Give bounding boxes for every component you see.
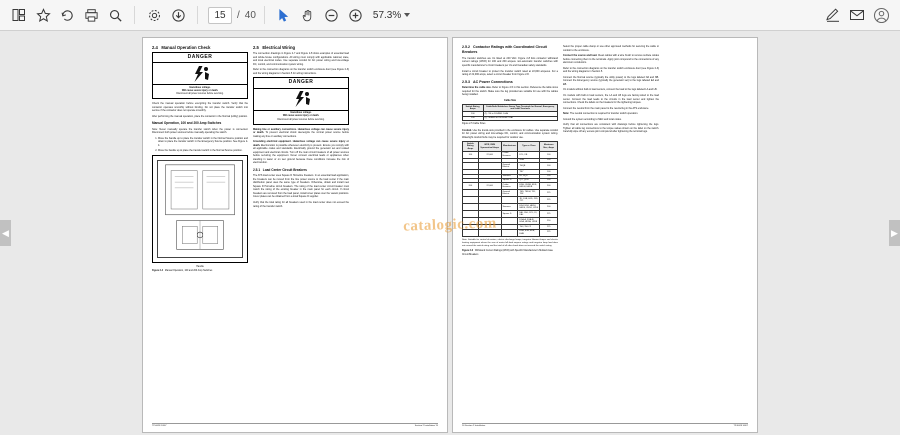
danger-notice-2: [253, 77, 349, 124]
table-cell: [463, 197, 479, 204]
figure-artwork: [157, 160, 243, 258]
paragraph-text: Use the knock-outs provided in the enclosure for cables. Use separate conduit for AC power wiring and low-voltage DC, control, and communication system wiring. Watertight conduit hubs may be required for outdoor use.: [462, 128, 558, 139]
paragraph: After performing the manual operation, place the contactor in the Normal (utility) position.: [152, 114, 248, 118]
table-row: [463, 204, 558, 211]
table-cell: [501, 229, 518, 236]
paragraph: Verify that the total rating for all breakers used in the load center does not exceed the rating of the transfer switch.: [253, 200, 349, 208]
table-cell: 200: [540, 183, 558, 190]
paragraph-text: Electrocution is possible whenever electricity is present. Ensure you comply with all applicable codes and standards. Electrically ground the generator set and related equipment and electrical circuits. Turn off the main circuit breakers of all power sources before servicing the equipment. Never connect electrical leads or appliances when standing in water or on wet ground because these conditions increase the risk of electrocution.: [253, 143, 349, 165]
danger-line-2: Will cause severe injury or death.: [282, 115, 320, 118]
table-note: Note: Suitable for control of motors, electric discharge lamps, tungsten filament lamps and electric heating equipment where the sum of motor full-load ampere ratings and tungsten lamp load does not exceed the switch rating and the total of all other loads does not exceed the switch rating.: [462, 238, 558, 248]
subsection-number: 2.5.3: [462, 79, 470, 84]
table-cell: FGA-A, FGA-B, HDA, HFDA, LFDB: [518, 218, 540, 225]
table-row: [463, 190, 558, 197]
zoom-level-value: 57.3%: [372, 9, 402, 21]
paragraph: Connect the neutral from the main panel to the neutral lug in the ATS enclosure.: [563, 106, 649, 110]
print-icon[interactable]: [80, 4, 102, 26]
paragraph-lead: Grounding electrical equipment. Hazardous voltage can cause severe injury or death.: [253, 140, 349, 147]
handle-label: Handle: [196, 265, 204, 269]
subsection-title: Load Center Circuit Breakers: [262, 168, 307, 173]
danger-notice-1: [152, 52, 248, 99]
table-cell: General Electric: [501, 163, 518, 170]
danger-line-2: Will cause severe injury or death.: [181, 90, 219, 93]
column-header: Switch Rating, Amps: [463, 105, 484, 112]
list-item: 2. Move the handle up to place the transfer switch in the Normal Source position.: [158, 149, 248, 153]
table-cell: [478, 211, 501, 218]
section-title: Electrical Wiring: [262, 45, 296, 50]
list-item: 1. Move the handle up to place the transfer switch in the Normal Source position and down to place the transfer switch in the Emergency Source position. See Figure 2-4.: [158, 137, 248, 148]
pdf-viewer[interactable]: [0, 31, 900, 435]
danger-line-3: Disconnect all power sources before servicing.: [176, 93, 224, 96]
note-lead: Note:: [563, 112, 570, 116]
table-cell: BL, BQD: [518, 174, 540, 178]
paragraph: [563, 54, 659, 65]
download-icon[interactable]: [167, 4, 189, 26]
paragraph: [253, 128, 349, 139]
toolbar-divider-3: [264, 6, 265, 24]
paragraph: On models without built-in load centers, connect the load to the lugs labeled LA and LB.: [563, 88, 658, 92]
table-cell: Square D: [501, 179, 518, 183]
right-page-column-2: [563, 45, 659, 417]
table-cell: 225: [540, 225, 558, 229]
subsection-title: AC Power Connections: [473, 79, 513, 84]
table-cell: [501, 218, 518, 225]
danger-body: [254, 111, 348, 124]
danger-body: [153, 85, 247, 98]
subsection-title: Contactor Ratings with Coordinated Circuit Breakers: [462, 45, 547, 55]
paragraph-lead: Making line or auxiliary connections. Hazardous voltage can cause severe injury or death.: [253, 127, 349, 135]
table-cell: 100: [540, 170, 558, 174]
wcr-table: [462, 141, 558, 237]
figure-caption: [152, 270, 248, 273]
table-row: [463, 116, 558, 120]
pan-icon[interactable]: [297, 4, 319, 26]
table-cell: TEY: [518, 170, 540, 174]
column-header: WCR, RMS Symmetrical Amps: [478, 142, 501, 152]
paragraph: Refer to the connection diagrams on the transfer switch enclosure door (see Figure 2-3) and the wiring diagrams in Section 5 for wiring instructions.: [253, 68, 349, 75]
column-header: Type or Class: [518, 142, 540, 152]
bookmark-icon[interactable]: [32, 4, 54, 26]
watermark-overlay: catalogic.com: [402, 215, 498, 235]
table-cell: THJ, THLC2: [518, 225, 540, 229]
column-header: Cable/Solid Solderless Screw Type Terminals for Normal, Emergency, and Load Terminals: [483, 105, 557, 112]
account-icon[interactable]: [870, 4, 892, 26]
toolbar-divider-2: [197, 6, 198, 24]
section-number: 2.5: [253, 45, 259, 50]
table-row: [463, 211, 558, 218]
paragraph-text: Clean cables with a wire brush to remove surface oxides before connecting them to the terminals. Apply joint compound to the connections of any aluminum conductors.: [563, 54, 660, 65]
table-cell: [463, 204, 479, 211]
footer-section-page: Section 2 Installation 15: [414, 424, 438, 427]
subsection-heading: [462, 80, 558, 85]
table-cell: [478, 197, 501, 204]
pointer-icon[interactable]: [273, 4, 295, 26]
table-cell: [463, 211, 479, 218]
table-cell: [478, 163, 501, 170]
next-page-arrow[interactable]: ▶: [889, 220, 900, 246]
danger-line-3: Disconnect all power sources before servicing.: [277, 118, 325, 121]
paragraph: Check the manual operation before energizing the transfer switch. Verify that the contactor operates smoothly without binding. Do not place the transfer switch into service if the contactor does not operate smoothly.: [152, 102, 248, 113]
settings-icon[interactable]: [143, 4, 165, 26]
table-cell: 100: [540, 151, 558, 158]
paragraph-lead: Connect the source and load.: [563, 54, 598, 58]
table-cell: 100: [540, 158, 558, 162]
mail-icon[interactable]: [846, 4, 868, 26]
left-page-column-2: [253, 45, 349, 417]
step-list: [158, 137, 248, 152]
paragraph: [253, 140, 349, 165]
wcr-table-body: [463, 151, 558, 236]
table-cell: [463, 218, 479, 225]
thumbnail-panel-icon[interactable]: [8, 4, 30, 26]
figure-caption: Figure 2-5 Cable Sizes: [462, 123, 486, 126]
electrocution-hazard-icon: [153, 63, 247, 85]
paragraph-lead: Conduit.: [462, 128, 472, 132]
table-cell: ED4, ED6, HED4, HED6, CED6, LXD6: [519, 204, 539, 210]
table-cell: 100: [463, 151, 479, 158]
page-separator: /: [237, 9, 240, 21]
paragraph: Select the proper cable clamp or use other approved methods for securing the cable or conduit to the enclosure.: [563, 45, 659, 52]
table-cell: 225: [540, 197, 558, 204]
subsection-number: 2.5.1: [253, 168, 261, 173]
table-cell: GHB: [518, 158, 540, 162]
table-row: [463, 218, 558, 225]
paragraph: [563, 112, 659, 116]
zoom-control[interactable]: [373, 10, 410, 21]
table-cell: Siemens: [501, 174, 518, 178]
table-cell: 225: [540, 190, 558, 197]
chevron-down-icon[interactable]: [404, 13, 410, 17]
figure-caption-text: Manual Operation, 100 and 200 Amp Switches: [164, 269, 213, 272]
danger-title: DANGER: [153, 53, 247, 63]
table-cell: Cutler-Hammer: [501, 183, 518, 190]
table-cell: General Electric: [501, 190, 518, 197]
table-cell: Siemens: [501, 204, 518, 211]
paragraph: On models with built-in load centers, the LA and LB lugs are factory-wired to the load center. Connect the load leads to the circuits in the load center and tighten the connections. Check the labels on the breakers for the tightening torques.: [563, 94, 659, 105]
subsection-number: 2.5.2: [462, 45, 470, 49]
table-cell: TED, TEDH, TFJ, TFK: [518, 190, 540, 197]
table-cell: QO, QOB: [518, 179, 540, 183]
section-heading: [253, 45, 349, 50]
toolbar: [0, 0, 900, 31]
page-total-count: 40: [244, 9, 256, 21]
paragraph: Ground the system according to NEC and local codes.: [563, 117, 622, 121]
electrocution-hazard-icon: [254, 89, 348, 111]
table-cell: 100: [540, 163, 558, 170]
table-cell: Square D: [501, 211, 518, 218]
paragraph: Refer to the connection diagrams on the transfer switch enclosure door (see Figure 2-3) and the wiring diagrams in Section 5.: [563, 66, 659, 74]
danger-line-1: Hazardous voltage.: [290, 112, 312, 115]
footer-document-code: TP-6028 10/07: [152, 424, 167, 427]
danger-title: DANGER: [254, 78, 348, 88]
table-cell: 22,000: [478, 183, 501, 190]
paragraph-text: To prevent electrical shock deenergize the normal power source before making any line or auxiliary connections.: [253, 131, 349, 138]
table-row: [463, 183, 558, 190]
toolbar-divider-1: [134, 6, 135, 24]
page-footer-right: [462, 423, 748, 428]
section-heading: [152, 45, 248, 50]
figure-caption: [462, 250, 558, 257]
page-footer-left: [152, 423, 438, 428]
section-number: 2.4: [152, 45, 158, 50]
figure-label: Figure 2-6: [462, 250, 473, 253]
table-cell: 100: [540, 179, 558, 183]
note-paragraph: Note: Never manually operate the transfer switch when the power is connected. Disconnect both power sources before manually operating the switch.: [152, 127, 248, 135]
table-cell: FCL, FB: [518, 151, 540, 158]
page-container: [142, 37, 758, 433]
paragraph: Install a circuit breaker to protect the transfer switch rated at 22,000 amperes. For a rating of 22,000 amps, select a circuit breaker from Figure 2-8.: [462, 69, 558, 77]
paragraph-text: Refer to Figure 2-5 in this section. Reference the table sizes required for the switch. Make sure the lug provided are suitable for use with the cables being installed.: [462, 86, 558, 97]
rotate-icon[interactable]: [56, 4, 78, 26]
table-row: [463, 151, 558, 158]
document-page-right[interactable]: [452, 37, 758, 433]
table-cell: JD, JGB, HJD, JXD, JTC: [519, 197, 539, 203]
table-cell: FAL, FHL, FCL, FI, KAL: [518, 211, 540, 218]
paragraph: The ATS load center uses Square D Homeline breakers. In an essential load application, the breakers can be moved from the line power source to the load center if the main distribution panel uses the same type of breakers. Otherwise, obtain and install new Square D Homeline circuit breakers. The rating of the load center circuit breaker must match the rating of the existing breaker in the main panel for each circuit. If circuit breakers are removed from the load panel, install cover plates over the vacant positions. Cover plates can be obtained from a local Square D supplier.: [253, 174, 349, 199]
zoom-in-icon[interactable]: [345, 4, 367, 26]
note-text: The neutral connection is required for transfer switch operation.: [569, 112, 639, 116]
left-page-column-1: [152, 45, 248, 417]
paragraph: [462, 86, 558, 97]
subsection-heading: [462, 45, 558, 55]
figure-caption-text: Withstand Current Ratings (WCR) with Specific Manufacturer's Molded-Case Circuit Breakers: [462, 250, 553, 256]
paragraph: [462, 129, 558, 140]
table-row: [463, 197, 558, 204]
table-cell: 22,000: [478, 151, 501, 158]
paragraph-lead: Determine the cable size.: [462, 86, 492, 90]
table-cell: 200: [540, 204, 558, 211]
table-cell: 200: [463, 116, 484, 120]
table-header-row: [463, 105, 558, 112]
table-cell: 225: [540, 211, 558, 218]
page-navigator: [208, 7, 256, 24]
danger-line-1: Hazardous voltage.: [189, 86, 211, 89]
table-cell: 200: [463, 183, 479, 190]
previous-page-arrow[interactable]: ◀: [0, 220, 11, 246]
table-cell: EDH, CEDB, EDS, HEDH, HEDB: [518, 183, 540, 190]
subsection-heading: Manual Operation, 100 and 200 Amp Switches: [152, 121, 222, 126]
subsection-heading: [253, 168, 349, 173]
table-row: [463, 163, 558, 170]
document-page-left[interactable]: [142, 37, 448, 433]
table-header-row: [463, 142, 558, 152]
figure-manual-operation: [152, 155, 248, 263]
table-cell: (1) #6 AWG to 250 kcmil Cu/Al: [483, 116, 557, 120]
figure-label: Figure 2-4: [152, 269, 163, 272]
column-header: Manufacturer: [501, 142, 518, 152]
table-cell: THQB: [518, 163, 540, 170]
table-cell: [501, 197, 518, 204]
column-header: Maximum Size, Amps: [540, 142, 558, 152]
table-cell: [463, 163, 479, 170]
table-cell: Cutler-Hammer: [501, 151, 518, 158]
table-cell: [478, 229, 501, 236]
paragraph: Connect the Normal source (typically the utility power) to the lugs labeled NA and NB. Connect the Emergency source (typically the generator set) to the lugs labeled EA and EB.: [563, 75, 659, 86]
right-page-column-1: [462, 45, 558, 417]
column-header: Switch Rating, Amps: [463, 142, 479, 152]
table-cell: 100: [540, 174, 558, 178]
table-cell: EGB, EJB, EDB, EHB: [518, 229, 540, 236]
table-cell: [463, 190, 479, 197]
table-row: [463, 229, 558, 236]
table-cell: 100: [463, 112, 484, 116]
paragraph: The connection drawings in Figure 2-7 and Figure 2-8 show examples of essential load and whole-house configurations. All wiring must comply with applicable national, state, and local electrical codes. Use separate conduit for AC power wiring and low-voltage DC, control, and communication system wiring.: [253, 52, 349, 66]
page-number-input[interactable]: [208, 7, 232, 24]
paragraph: Verify that all connections are consistent with drawings before tightening the lugs. Tighten all cable lug connections to the torque values shown on the label on the switch. Carefully wipe off any excess joint compound after tightening the terminal lugs.: [563, 123, 659, 134]
paragraph: The transfer switches are UL listed at 240 VAC. Figure 2-8 lists contactor withstand current ratings (WCR) for 100 and 200 ampere non-automatic transfer switches with specific manufacturer's circuit breakers per UL and Canadian safety standards.: [462, 56, 558, 67]
cable-size-table-title: Cable Size: [504, 98, 516, 102]
table-cell: 250: [540, 218, 558, 225]
table-cell: [478, 204, 501, 211]
table-cell: (1) #14 to 1/0 AWG Cu/Al: [483, 112, 557, 116]
zoom-out-icon[interactable]: [321, 4, 343, 26]
search-icon[interactable]: [104, 4, 126, 26]
cable-size-table: [462, 104, 558, 121]
footer-section-page: 16 Section 2 Installation: [462, 424, 486, 427]
table-cell: [478, 190, 501, 197]
section-title: Manual Operation Check: [161, 45, 211, 50]
edit-icon[interactable]: [822, 4, 844, 26]
table-cell: [463, 229, 479, 236]
table-cell: 225: [540, 229, 558, 236]
table-cell: [478, 218, 501, 225]
footer-document-code: TP-6028 10/07: [733, 424, 748, 427]
